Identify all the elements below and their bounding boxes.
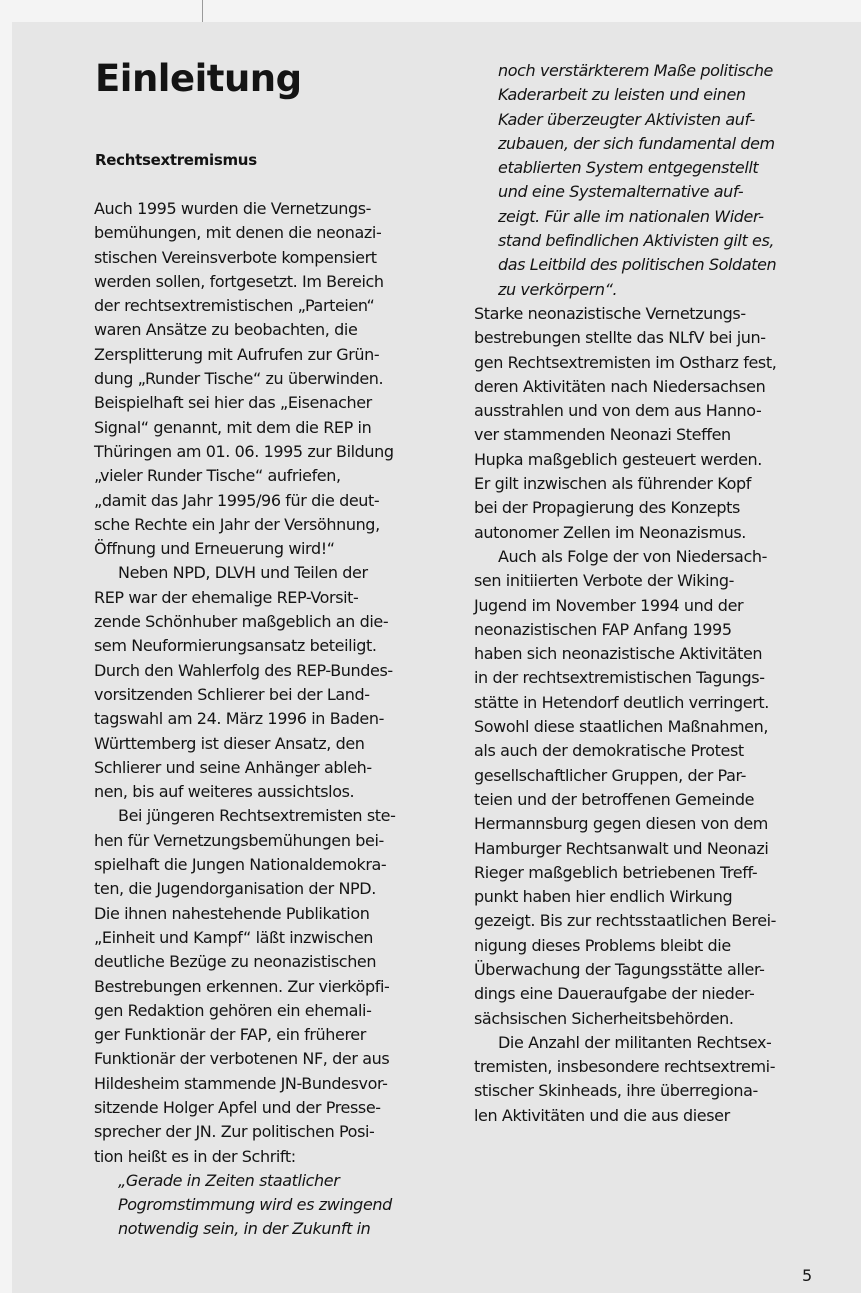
block-quote: „Gerade in Zeiten staatlicher Pogromstimmung wird es zwingend notwendig sein, in der Zukunft in bbox=[118, 1170, 392, 1239]
right-text-column bbox=[474, 59, 846, 1128]
left-text-column bbox=[94, 197, 464, 1242]
page-title: Einleitung bbox=[95, 57, 302, 100]
section-heading: Rechtsextremismus bbox=[95, 151, 257, 169]
page-number: 5 bbox=[802, 1266, 813, 1285]
paragraph: Bei jüngeren Rechtsextremisten ste- hen für Vernetzungsbemühungen bei- spielhaft die Jungen Nationaldemokra- ten, die Jugendorganisation der NPD. Die ihnen nahestehende Publikation „Einheit und Kampf“ läßt inzwischen deutliche Bezüge zu neonazistischen Bestrebungen erkennen. Zur vierköpfi- gen Redaktion gehören ein ehemali- ger Funktionär der FAP, ein früherer Funktionär der verbotenen NF, der aus Hildesheim stammende JN-Bundesvor- sitzende Holger Apfel und der Presse- sprecher der JN. Zur politischen Posi- tion heißt es in der Schrift: bbox=[94, 806, 396, 1166]
paragraph: Starke neonazistische Vernetzungs- bestrebungen stellte das NLfV bei jun- gen Rechtsextremisten im Ostharz fest, deren Aktivitäten nach Niedersachsen ausstrahlen und von dem aus Hanno- ver stammenden Neonazi Steffen Hupka maßgeblich gesteuert werden. Er gilt inzwischen als führender Kopf bei der Propagierung des Konzepts autonomer Zellen im Neonazismus. bbox=[474, 303, 777, 542]
fold-mark bbox=[202, 0, 203, 22]
paragraph: Auch 1995 wurden die Vernetzungs- bemühungen, mit denen die neonazi- stischen Vereinsverbote kompensiert werden sollen, fortgesetzt. Im Bereich der rechtsextremistischen „Parteien“ waren Ansätze zu beobachten, die Zersplitterung mit Aufrufen zur Grün- dung „Runder Tische“ zu überwinden. Beispielhaft sei hier das „Eisenacher Signal“ genannt, mit dem die REP in Thüringen am 01. 06. 1995 zur Bildung „vieler Runder Tische“ aufriefen, „damit das Jahr 1995/96 für die deut- sche Rechte ein Jahr der Versöhnung, Öffnung und Erneuerung wird!“ bbox=[94, 199, 394, 559]
paragraph: Auch als Folge der von Niedersach- sen initiierten Verbote der Wiking- Jugend im November 1994 und der neonazistischen FAP Anfang 1995 haben sich neonazistische Aktivitäten in der rechtsextremistischen Tagungs- stätte in Hetendorf deutlich verringert. Sowohl diese staatlichen Maßnahmen, als auch der demokratische Protest gesellschaftlicher Gruppen, der Par- teien und der betroffenen Gemeinde Hermannsburg gegen diesen von dem Hamburger Rechtsanwalt und Neonazi Rieger maßgeblich betriebenen Treff- punkt haben hier endlich Wirkung gezeigt. Bis zur rechtsstaatlichen Berei- nigung dieses Problems bleibt die Überwachung der Tagungsstätte aller- dings eine Daueraufgabe der nieder- sächsischen Sicherheitsbehörden. bbox=[474, 546, 777, 1028]
scan-left-margin bbox=[0, 0, 12, 1293]
paragraph: Neben NPD, DLVH und Teilen der REP war der ehemalige REP-Vorsit- zende Schönhuber maßgeblich an die- sem Neuformierungsansatz beteiligt. Durch den Wahlerfolg des REP-Bundes- vorsitzenden Schlierer bei der Land- tagswahl am 24. März 1996 in Baden- Württemberg ist dieser Ansatz, den Schlierer und seine Anhänger ableh- nen, bis auf weiteres aussichtslos. bbox=[94, 563, 393, 802]
paragraph: Die Anzahl der militanten Rechtsex- tremisten, insbesondere rechtsextremi- stischer Skinheads, ihre überregiona- len Aktivitäten und die aus dieser bbox=[474, 1032, 776, 1125]
block-quote: noch verstärkterem Maße politische Kaderarbeit zu leisten und einen Kader überzeugter Aktivisten auf- zubauen, der sich fundamental dem etablierten System entgegenstellt und eine Systemalternative auf- zeigt. Für alle im nationalen Wider- stand befindlichen Aktivisten gilt es, das Leitbild des politischen Soldaten zu verkörpern“. bbox=[498, 61, 777, 299]
scan-top-margin bbox=[0, 0, 861, 22]
